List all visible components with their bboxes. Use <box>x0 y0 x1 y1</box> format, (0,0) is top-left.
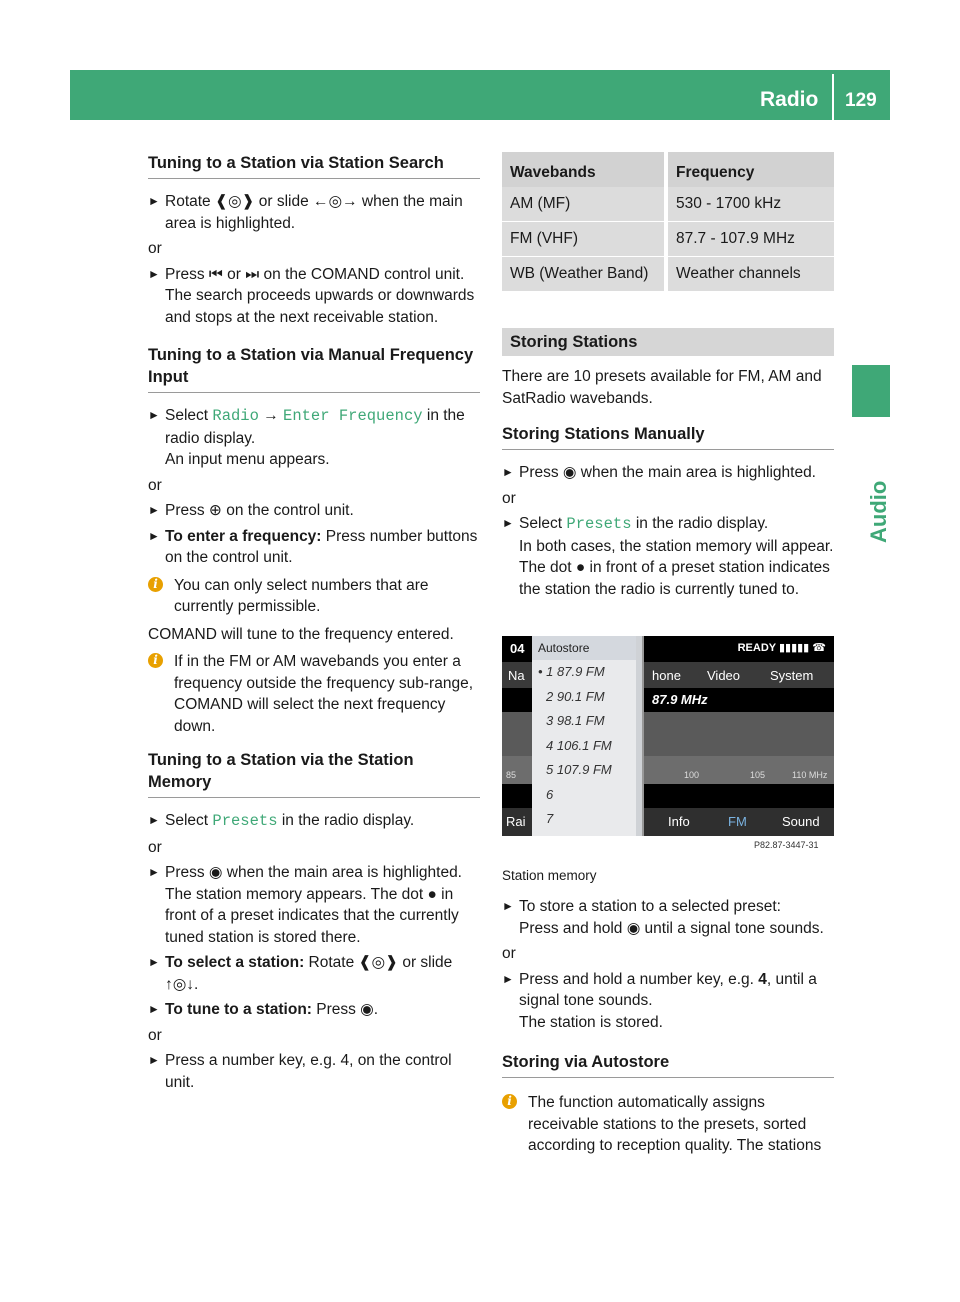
list-item: 6 <box>546 786 554 802</box>
or-text: or <box>502 945 516 962</box>
step: ► Press ⏮ or ⏭ on the COMAND control unit. The search proceeds upwards or downwards and stops at the next receivable station. <box>148 265 475 326</box>
table-cell: 87.7 - 107.9 MHz <box>668 222 834 256</box>
table-row <box>502 186 834 221</box>
step-arrow-icon: ► <box>148 194 160 208</box>
section-heading: Tuning to a Station via Station Search <box>148 152 480 179</box>
screen-topbar: 04 READY ▮▮▮▮▮ ☎ <box>502 636 834 662</box>
step-arrow-icon: ► <box>148 528 160 543</box>
step: ► Select Presets in the radio display. In both cases, the station memory will appear. The dot ● in front of a preset station indicates the station the radio is currently tuned to. <box>502 515 834 598</box>
step: ► Press ◉ when the main area is highlighted. <box>502 462 834 484</box>
header-divider <box>832 74 834 120</box>
step-arrow-icon: ► <box>148 1053 160 1067</box>
or-text: or <box>148 838 162 856</box>
step: ► To store a station to a selected preset: Press and hold ◉ until a signal tone sounds. <box>502 898 824 937</box>
table-cell: WB (Weather Band) <box>502 257 664 291</box>
table-cell: Weather channels <box>668 257 834 291</box>
step: ► Press a number key, e.g. 4, on the control unit. <box>148 1052 452 1091</box>
step: ► Select Radio → Enter Frequency in the radio display. An input menu appears. <box>148 407 465 468</box>
step-arrow-icon: ► <box>148 813 160 827</box>
image-code: P82.87-3447-31 <box>754 840 819 850</box>
list-item: 7 <box>546 811 554 826</box>
table-header-cell: Frequency <box>668 152 834 194</box>
figure-caption: Station memory <box>502 868 597 883</box>
side-tab <box>852 365 890 417</box>
section-manual-input <box>148 344 480 737</box>
step-arrow-icon: ► <box>502 899 514 913</box>
section-heading: Tuning to a Station via the Station Memory <box>148 749 480 798</box>
section-heading: Storing Stations Manually <box>502 423 834 450</box>
preset-list-header: Autostore <box>532 636 642 660</box>
table-cell: FM (VHF) <box>502 222 664 256</box>
step: ► Press and hold a number key, e.g. 4, until a signal tone sounds. The station is stored. <box>502 970 817 1031</box>
list-item: • 1 87.9 FM <box>538 664 605 679</box>
table-header-cell: Wavebands <box>502 152 664 194</box>
preset-list <box>532 636 644 836</box>
screen-frequency: 87.9 MHz <box>652 692 708 707</box>
list-item: 4 106.1 FM <box>546 737 612 753</box>
menu-radio: Radio <box>212 407 259 425</box>
step: ► Select Presets in the radio display. <box>148 812 415 830</box>
section-heading: Tuning to a Station via Manual Frequency Input <box>148 344 480 393</box>
list-item: 2 90.1 FM <box>546 688 605 704</box>
table-cell: 530 - 1700 kHz <box>668 187 834 221</box>
header-title: Radio <box>760 88 819 111</box>
waveband-table <box>502 152 834 291</box>
section-station-memory <box>148 749 480 1093</box>
screen-tabs: Na hone Video System <box>502 662 834 688</box>
menu-presets: Presets <box>212 812 278 830</box>
info-note: i If in the FM or AM wavebands you enter a frequency outside the frequency sub-range, COMAND will select the next frequency down. <box>148 651 480 737</box>
step: ► To tune to a station: Press ◉. <box>148 999 480 1021</box>
step: ► Press ◉ when the main area is highlighted. The station memory appears. The dot ● in front of a preset indicates that the currently tuned station is stored there. <box>148 864 462 946</box>
step-arrow-icon: ► <box>148 955 160 969</box>
or-text: or <box>148 476 162 494</box>
step: ► Rotate ❰◎❱ or slide ←◎→ when the main area is highlighted. <box>148 193 463 232</box>
page-number: 129 <box>845 90 877 111</box>
table-cell: AM (MF) <box>502 187 664 221</box>
info-note: i The function automatically assigns receivable stations to the presets, sorted according to reception quality. The stations <box>502 1092 834 1157</box>
list-item: 5 107.9 FM <box>546 762 612 777</box>
list-item: 3 98.1 FM <box>546 713 605 728</box>
step-arrow-icon: ► <box>502 516 514 530</box>
info-icon: i <box>148 577 163 592</box>
section-heading: Storing Stations <box>502 328 834 356</box>
right-column-lower <box>502 892 834 1163</box>
step-arrow-icon: ► <box>502 971 514 986</box>
step: ► To select a station: Rotate ❰◎❱ or slide ↑◎↓. <box>148 954 453 993</box>
or-text: or <box>148 240 162 257</box>
right-column <box>502 328 834 604</box>
menu-presets: Presets <box>566 515 632 533</box>
step: ► Press ⊕ on the control unit. <box>148 500 480 522</box>
step-arrow-icon: ► <box>502 465 514 479</box>
info-icon: i <box>148 653 163 668</box>
list-scrollbar <box>636 636 642 836</box>
section-heading: Storing via Autostore <box>502 1051 834 1078</box>
paragraph: There are 10 presets available for FM, AM and SatRadio wavebands. <box>502 368 822 407</box>
paragraph: COMAND will tune to the frequency entered. <box>148 625 454 643</box>
left-column <box>148 152 480 1103</box>
station-memory-screenshot: 04 READY ▮▮▮▮▮ ☎ Na hone Video System 87.9 MHz 85 100 105 110 MHz Rai Info FM Sound Autostore • 1 87.9 FM 2 90.1 FM 3 98.1 FM 4 106.1 FM 5 107.9 FM 6 7 <box>502 636 834 836</box>
step-arrow-icon: ► <box>148 1002 160 1016</box>
or-text: or <box>148 1026 162 1044</box>
step-arrow-icon: ► <box>148 266 160 281</box>
section-station-search <box>148 152 480 328</box>
or-text: or <box>502 489 516 507</box>
info-note: i You can only select numbers that are currently permissible. <box>148 575 480 618</box>
table-header-row <box>502 152 834 186</box>
step-arrow-icon: ► <box>148 503 160 517</box>
step-arrow-icon: ► <box>148 408 160 422</box>
menu-enter-frequency: Enter Frequency <box>283 407 423 425</box>
step-arrow-icon: ► <box>148 865 160 879</box>
step: ► To enter a frequency: Press number buttons on the control unit. <box>148 527 478 566</box>
info-icon: i <box>502 1094 517 1109</box>
table-row <box>502 221 834 256</box>
table-row <box>502 256 834 291</box>
side-tab-label: Audio <box>866 480 891 543</box>
